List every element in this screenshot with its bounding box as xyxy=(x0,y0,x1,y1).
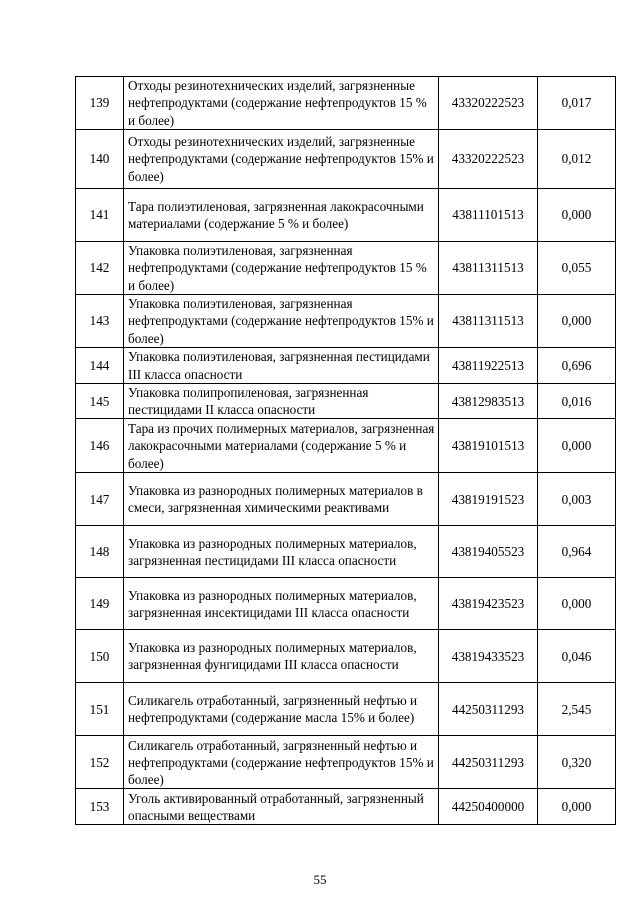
waste-quantity: 0,320 xyxy=(538,736,616,789)
waste-name: Уголь активированный отработанный, загрязненный опасными веществами xyxy=(124,789,439,825)
waste-quantity: 0,000 xyxy=(538,419,616,473)
row-number: 144 xyxy=(76,348,124,384)
waste-code: 43320222523 xyxy=(439,130,538,189)
waste-quantity: 0,000 xyxy=(538,295,616,348)
waste-quantity: 0,003 xyxy=(538,473,616,526)
waste-quantity: 0,017 xyxy=(538,77,616,130)
waste-code: 43819405523 xyxy=(439,526,538,578)
table-row xyxy=(76,242,616,295)
waste-name: Упаковка полиэтиленовая, загрязненная пестицидами III класса опасности xyxy=(124,348,439,384)
table-row xyxy=(76,526,616,578)
table-row xyxy=(76,384,616,419)
row-number: 148 xyxy=(76,526,124,578)
waste-name: Тара полиэтиленовая, загрязненная лакокрасочными материалами (содержание 5 % и более) xyxy=(124,189,439,242)
waste-code: 44250311293 xyxy=(439,736,538,789)
waste-code: 43819433523 xyxy=(439,630,538,683)
table-row xyxy=(76,578,616,630)
waste-code: 44250311293 xyxy=(439,683,538,736)
table-row xyxy=(76,348,616,384)
table-row xyxy=(76,189,616,242)
waste-quantity: 0,012 xyxy=(538,130,616,189)
waste-code: 43320222523 xyxy=(439,77,538,130)
row-number: 143 xyxy=(76,295,124,348)
waste-code: 43811311513 xyxy=(439,295,538,348)
waste-code: 43812983513 xyxy=(439,384,538,419)
row-number: 139 xyxy=(76,77,124,130)
waste-name: Тара из прочих полимерных материалов, загрязненная лакокрасочными материалами (содержание 5 % и более) xyxy=(124,419,439,473)
waste-quantity: 2,545 xyxy=(538,683,616,736)
table-row xyxy=(76,130,616,189)
waste-name: Упаковка из разнородных полимерных материалов в смеси, загрязненная химическими реактивами xyxy=(124,473,439,526)
row-number: 145 xyxy=(76,384,124,419)
waste-quantity: 0,055 xyxy=(538,242,616,295)
waste-name: Отходы резинотехнических изделий, загрязненные нефтепродуктами (содержание нефтепродуктов 15% и более) xyxy=(124,130,439,189)
waste-code: 43811311513 xyxy=(439,242,538,295)
table-row xyxy=(76,736,616,789)
waste-quantity: 0,016 xyxy=(538,384,616,419)
row-number: 151 xyxy=(76,683,124,736)
waste-quantity: 0,000 xyxy=(538,189,616,242)
waste-code: 43811101513 xyxy=(439,189,538,242)
row-number: 146 xyxy=(76,419,124,473)
row-number: 142 xyxy=(76,242,124,295)
waste-name: Силикагель отработанный, загрязненный нефтью и нефтепродуктами (содержание масла 15% и более) xyxy=(124,683,439,736)
waste-name: Силикагель отработанный, загрязненный нефтью и нефтепродуктами (содержание нефтепродуктов 15% и более) xyxy=(124,736,439,789)
waste-quantity: 0,964 xyxy=(538,526,616,578)
table-row xyxy=(76,683,616,736)
waste-code: 43819101513 xyxy=(439,419,538,473)
waste-quantity: 0,046 xyxy=(538,630,616,683)
waste-name: Отходы резинотехнических изделий, загрязненные нефтепродуктами (содержание нефтепродуктов 15 % и более) xyxy=(124,77,439,130)
waste-code: 43819423523 xyxy=(439,578,538,630)
row-number: 149 xyxy=(76,578,124,630)
waste-code: 43811922513 xyxy=(439,348,538,384)
row-number: 153 xyxy=(76,789,124,825)
waste-name: Упаковка из разнородных полимерных материалов, загрязненная фунгицидами III класса опасности xyxy=(124,630,439,683)
table-row xyxy=(76,473,616,526)
table-row xyxy=(76,789,616,825)
waste-table xyxy=(75,76,616,825)
waste-quantity: 0,000 xyxy=(538,578,616,630)
row-number: 152 xyxy=(76,736,124,789)
waste-name: Упаковка полипропиленовая, загрязненная пестицидами II класса опасности xyxy=(124,384,439,419)
row-number: 141 xyxy=(76,189,124,242)
waste-quantity: 0,696 xyxy=(538,348,616,384)
waste-name: Упаковка полиэтиленовая, загрязненная нефтепродуктами (содержание нефтепродуктов 15 % и более) xyxy=(124,242,439,295)
row-number: 140 xyxy=(76,130,124,189)
page-number: 55 xyxy=(313,872,327,887)
waste-name: Упаковка из разнородных полимерных материалов, загрязненная инсектицидами III класса опасности xyxy=(124,578,439,630)
waste-name: Упаковка полиэтиленовая, загрязненная нефтепродуктами (содержание нефтепродуктов 15% и более) xyxy=(124,295,439,348)
row-number: 150 xyxy=(76,630,124,683)
waste-code: 43819191523 xyxy=(439,473,538,526)
row-number: 147 xyxy=(76,473,124,526)
waste-code: 44250400000 xyxy=(439,789,538,825)
table-row xyxy=(76,419,616,473)
table-row xyxy=(76,295,616,348)
table-row xyxy=(76,77,616,130)
waste-quantity: 0,000 xyxy=(538,789,616,825)
waste-name: Упаковка из разнородных полимерных материалов, загрязненная пестицидами III класса опасности xyxy=(124,526,439,578)
table-row xyxy=(76,630,616,683)
